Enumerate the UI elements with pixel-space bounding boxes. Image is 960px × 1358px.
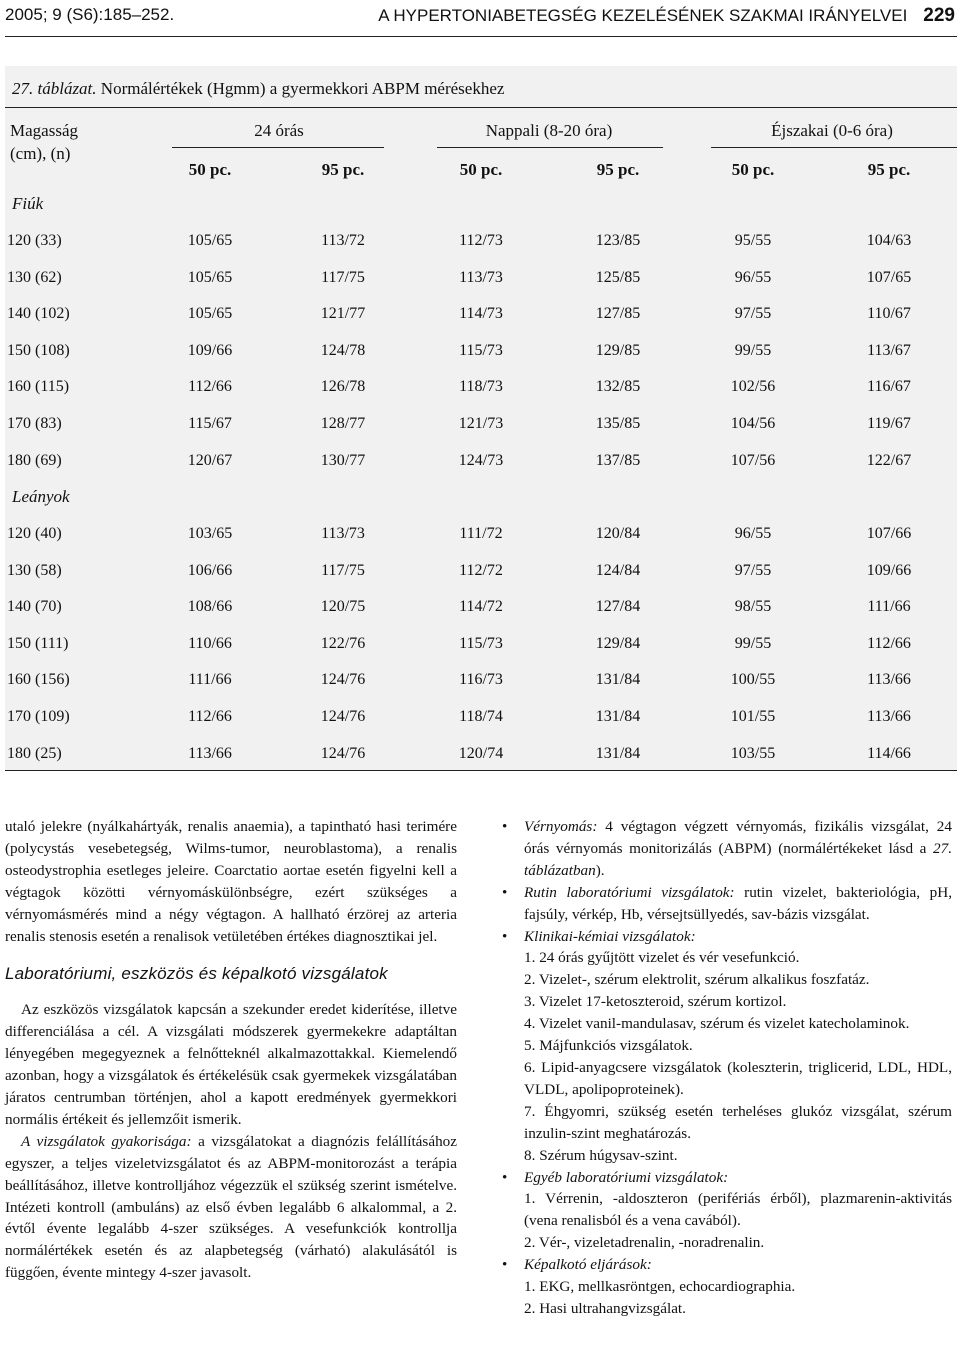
value-cell: 107/56 (730, 451, 776, 469)
paragraph-frequency (5, 1131, 457, 1284)
numbered-item: 2. Vizelet-, szérum elektrolit, szérum alkalikus foszfatáz. (524, 971, 870, 989)
value-cell: 110/67 (867, 305, 911, 323)
bp-lead: Vérnyomás: (524, 818, 598, 835)
clinical-chem-lead: Klinikai-kémiai vizsgálatok: (524, 927, 696, 945)
value-cell: 95/55 (734, 232, 772, 249)
value-cell: 96/55 (734, 268, 772, 286)
bullet-icon: • (502, 883, 508, 901)
sub-header-5: 50 pc. (731, 160, 775, 179)
row-height-cell: 150 (111) (7, 634, 69, 652)
value-cell: 118/74 (459, 708, 503, 725)
sub-header-3: 50 pc. (459, 160, 503, 179)
bp-table-ref: 27. táblázatban (524, 839, 952, 879)
numbered-item: 5. Májfunkciós vizsgálatok. (524, 1037, 693, 1055)
numbered-item: 1. Vérrenin, -aldoszteron (perifériás érből), plazmarenin-aktivitás (vena renalisból és a vena cavából). (524, 1190, 952, 1230)
value-cell: 108/66 (187, 598, 233, 616)
numbered-item: 2. Hasi ultrahangvizsgálat. (524, 1299, 686, 1317)
value-cell: 129/85 (595, 341, 641, 359)
value-cell: 110/66 (188, 634, 232, 652)
bp-text: 4 végtagon végzett vérnyomás, fizikális vizsgálat, 24 órás vérnyomás monitorizálás (ABPM) (normálértékeket lásd a (524, 818, 952, 857)
section-heading: Laboratóriumi, eszközös és képalkotó vizsgálatok (5, 964, 388, 984)
value-cell: 125/85 (595, 268, 641, 286)
value-cell: 126/78 (320, 378, 366, 396)
value-cell: 122/67 (866, 451, 912, 469)
value-cell: 97/55 (734, 305, 772, 323)
value-cell: 101/55 (730, 708, 776, 725)
value-cell: 96/55 (734, 525, 772, 542)
bullet-blood-pressure (500, 816, 952, 882)
value-cell: 115/67 (188, 415, 232, 432)
value-cell: 128/77 (320, 415, 366, 432)
bullet-routine-lab (500, 882, 952, 926)
other-lab-lead: Egyéb laboratóriumi vizsgálatok: (524, 1168, 729, 1186)
value-cell: 115/73 (459, 634, 503, 652)
row-height-cell: 120 (33) (7, 232, 62, 249)
frequency-text: a vizsgálatokat a diagnózis felállításához egyszer, a teljes vizeletvizsgálatot és az ABPM-monitorozást a terápia beállításához, illetve kontrolljához végezzük el szükség szerint ismételve. Intézeti kontroll (ambuláns) az első évben legalább 6 alkalommal, a 2. évtől évente legalább 4-szer szükséges. A vesefunkciók kontrollja normálértékek esetén és az alapbetegség (várható) alakulásától is függően, évente mintegy 4-szer javasolt. (5, 1132, 458, 1282)
frequency-lead: A vizsgálatok gyakorisága: (21, 1132, 192, 1150)
sub-header-6: 95 pc. (867, 160, 911, 179)
value-cell: 131/84 (595, 708, 641, 725)
bullet-icon: • (502, 818, 508, 835)
numbered-item: 2. Vér-, vizeletadrenalin, -noradrenalin. (524, 1234, 765, 1252)
sub-header-1: 50 pc. (188, 160, 232, 179)
value-cell: 98/55 (734, 598, 772, 616)
table-title: Normálértékek (Hgmm) a gyermekkori ABPM mérésekhez (100, 79, 505, 98)
running-title-text: A HYPERTONIABETEGSÉG KEZELÉSÉNEK SZAKMAI IRÁNYELVEI (378, 6, 908, 25)
imaging-lead: Képalkotó eljárások: (524, 1256, 652, 1274)
row-height-cell: 130 (62) (7, 268, 62, 286)
value-cell: 117/75 (321, 561, 365, 579)
right-column (500, 816, 952, 1320)
bullet-icon: • (502, 1168, 508, 1186)
table-bottom-rule (5, 770, 957, 771)
value-cell: 113/73 (321, 525, 365, 542)
row-height-cell: 170 (109) (7, 708, 70, 725)
value-cell: 99/55 (734, 341, 772, 359)
value-cell: 113/67 (867, 341, 911, 359)
value-cell: 109/66 (866, 561, 912, 579)
sub-header-2: 95 pc. (321, 160, 365, 179)
value-cell: 118/73 (459, 378, 503, 396)
other-lab-list (500, 1188, 952, 1254)
value-cell: 111/66 (188, 671, 232, 689)
value-cell: 130/77 (320, 451, 366, 469)
value-cell: 103/65 (187, 525, 233, 542)
group-rule-day (437, 147, 663, 148)
numbered-item: 7. Éhgyomri, szükség esetén terheléses glukóz vizsgálat, szérum inzulin-szint meghatározás. (524, 1102, 952, 1142)
value-cell: 107/65 (866, 268, 912, 286)
row-height-cell: 140 (70) (7, 598, 62, 616)
row-height-cell: 160 (156) (7, 671, 70, 689)
value-cell: 113/72 (321, 232, 365, 249)
value-cell: 106/66 (187, 561, 233, 579)
bullet-clinical-chem (500, 926, 952, 948)
routine-lab-lead: Rutin laboratóriumi vizsgálatok: (524, 883, 735, 901)
value-cell: 132/85 (595, 378, 641, 396)
numbered-item: 6. Lipid-anyagcsere vizsgálatok (koleszterin, triglicerid, LDL, HDL, VLDL, apolipoproteinek). (524, 1058, 952, 1098)
value-cell: 100/55 (730, 671, 776, 689)
sub-header-4: 95 pc. (596, 160, 640, 179)
paragraph-instrumental: Az eszközös vizsgálatok kapcsán a szekunder eredet kiderítése, illetve differenciálása a cél. A vizsgálati módszerek gyermekekre adaptáltan lényegében megegyeznek a felnőtteknél alkalmazottakkal. Kiemelendő azonban, hogy a vizsgálatok és értékelésük csak gyermekek vizsgálatában járatos centrumban történjen, ahol a kapott eredmények gyermekkori normális értékeit és jellemzőit ismerik. (5, 1001, 457, 1128)
value-cell: 113/66 (867, 671, 911, 689)
value-cell: 137/85 (595, 451, 641, 469)
row-height-cell: 150 (108) (7, 341, 70, 359)
value-cell: 112/66 (867, 634, 911, 652)
numbered-item: 1. 24 órás gyűjtött vizelet és vér vesefunkció. (524, 949, 800, 967)
value-cell: 116/73 (459, 671, 503, 689)
value-cell: 111/72 (459, 525, 503, 542)
value-cell: 112/73 (459, 232, 503, 249)
value-cell: 124/84 (595, 561, 641, 579)
value-cell: 113/73 (459, 268, 503, 286)
bullet-imaging (500, 1254, 952, 1276)
value-cell: 135/85 (595, 415, 641, 432)
value-cell: 124/73 (458, 451, 504, 469)
section-label-boys: Fiúk (12, 194, 44, 213)
value-cell: 116/67 (867, 378, 911, 396)
value-cell: 123/85 (595, 232, 641, 249)
group-header-night: Éjszakai (0-6 óra) (771, 121, 893, 140)
value-cell: 103/55 (730, 744, 776, 762)
header-rule (5, 36, 957, 37)
value-cell: 105/65 (187, 268, 233, 286)
group-rule-night (711, 147, 957, 148)
routine-lab-text: rutin vizelet, bakteriológia, pH, fajsúly, vérkép, Hb, vérsejtsüllyedés, sav-bázis vizsgálat. (524, 883, 952, 923)
row-height-cell: 140 (102) (7, 305, 70, 323)
value-cell: 131/84 (595, 671, 641, 689)
row-height-cell: 180 (25) (7, 744, 62, 762)
group-header-24h: 24 órás (254, 121, 304, 140)
running-head (0, 0, 960, 36)
value-cell: 114/72 (459, 598, 503, 616)
value-cell: 113/66 (188, 744, 232, 762)
table-top-rule (5, 107, 957, 108)
value-cell: 120/75 (320, 598, 366, 616)
value-cell: 119/67 (867, 415, 911, 432)
value-cell: 112/66 (188, 708, 232, 725)
value-cell: 131/84 (595, 744, 641, 762)
group-rule-24h (172, 147, 384, 148)
value-cell: 124/78 (320, 341, 366, 359)
page-number: 229 (923, 5, 955, 26)
table-caption (12, 79, 504, 99)
value-cell: 104/56 (730, 415, 776, 432)
row-header-label-1: Magasság (10, 121, 78, 140)
journal-citation: 2005; 9 (S6):185–252. (5, 5, 175, 24)
value-cell: 102/56 (730, 378, 776, 396)
section-label-girls: Leányok (12, 487, 70, 506)
value-cell: 104/63 (866, 232, 912, 249)
value-cell: 115/73 (459, 341, 503, 359)
value-cell: 105/65 (187, 305, 233, 323)
value-cell: 129/84 (595, 634, 641, 652)
numbered-item: 8. Szérum húgysav-szint. (524, 1146, 678, 1164)
value-cell: 124/76 (320, 671, 366, 689)
group-header-day: Nappali (8-20 óra) (485, 121, 613, 140)
numbered-item: 4. Vizelet vanil-mandulasav, szérum és vizelet katecholaminok. (524, 1015, 910, 1033)
bp-end: ). (595, 861, 605, 879)
value-cell: 124/76 (320, 708, 366, 725)
value-cell: 107/66 (866, 525, 912, 542)
left-column (5, 816, 457, 1284)
value-cell: 99/55 (734, 634, 772, 652)
running-title (378, 5, 955, 27)
row-height-cell: 160 (115) (7, 378, 70, 396)
value-cell: 120/67 (187, 451, 233, 469)
value-cell: 121/73 (458, 415, 504, 432)
value-cell: 112/66 (188, 378, 232, 396)
numbered-item: 3. Vizelet 17-ketoszteroid, szérum kortizol. (524, 993, 787, 1011)
paragraph-clinical-signs: utaló jelekre (nyálkahártyák, renalis anaemia), a tapintható hasi terimére (polycystás vesebetegség, Wilms-tumor, neuroblastoma), a renalis osteodystrophia esetleges jeleire. Coarctatio aortae esetén figyelni kell a végtagok közötti vérnyomáskülönbségre, ezért szükséges a vérnyomásmérés mind a négy végtagon. A hallható érzörej az arteria renalis stenosis esetén a renalisok vetületében értékes diagnosztikai jel. (5, 818, 457, 945)
bullet-icon: • (502, 927, 508, 945)
value-cell: 127/84 (595, 598, 641, 616)
value-cell: 114/66 (867, 744, 911, 762)
value-cell: 114/73 (459, 305, 503, 323)
imaging-list (500, 1276, 952, 1320)
row-height-cell: 130 (58) (7, 561, 62, 579)
value-cell: 109/66 (187, 341, 233, 359)
value-cell: 113/66 (867, 708, 911, 725)
clinical-chem-list (500, 947, 952, 1166)
value-cell: 117/75 (321, 268, 365, 286)
value-cell: 124/76 (320, 744, 366, 762)
value-cell: 122/76 (320, 634, 366, 652)
value-cell: 111/66 (867, 598, 911, 616)
numbered-item: 1. EKG, mellkasröntgen, echocardiographia. (524, 1278, 796, 1296)
value-cell: 127/85 (595, 305, 641, 323)
bullet-icon: • (502, 1256, 508, 1274)
value-cell: 120/74 (458, 744, 504, 762)
bullet-other-lab (500, 1167, 952, 1189)
value-cell: 105/65 (187, 232, 233, 249)
row-height-cell: 120 (40) (7, 525, 62, 542)
row-height-cell: 170 (83) (7, 415, 62, 432)
table-number: 27. táblázat. (12, 79, 97, 98)
value-cell: 97/55 (734, 561, 772, 579)
value-cell: 120/84 (595, 525, 641, 542)
value-cell: 112/72 (459, 561, 503, 579)
value-cell: 121/77 (320, 305, 366, 323)
row-header-label-2: (cm), (n) (10, 144, 71, 163)
row-height-cell: 180 (69) (7, 451, 62, 469)
